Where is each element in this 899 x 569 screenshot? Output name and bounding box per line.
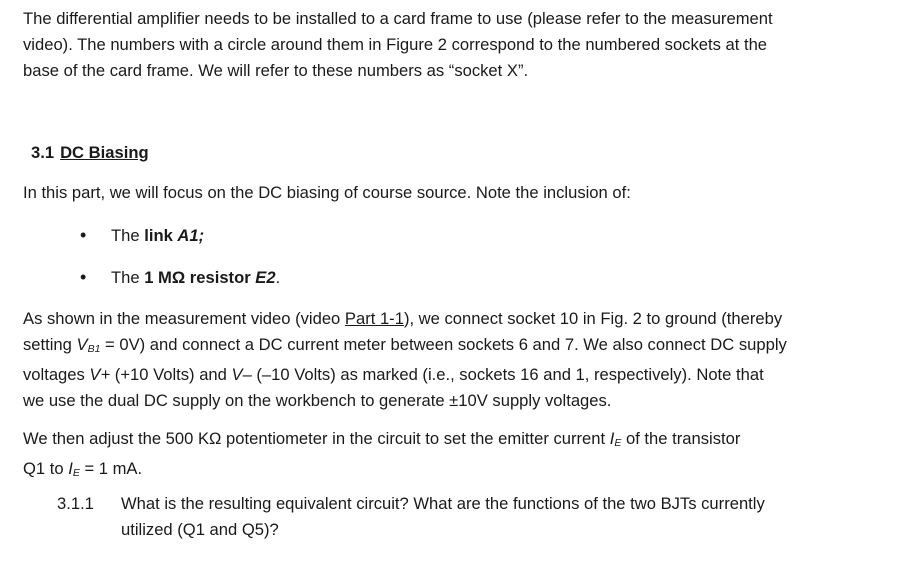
measurement-line-3: voltages V+ (+10 Volts) and V– (–10 Volts) as marked (i.e., sockets 16 and 1, respectively). Note that <box>23 365 764 384</box>
question-line-2: utilized (Q1 and Q5)? <box>121 520 279 539</box>
intro-paragraph <box>23 6 863 84</box>
question-line-1: What is the resulting equivalent circuit? What are the functions of the two BJTs currently <box>121 494 765 513</box>
adjust-line-2: Q1 to IE = 1 mA. <box>23 459 143 479</box>
intro-line-3: base of the card frame. We will refer to these numbers as “socket X”. <box>23 61 529 80</box>
intro-line-1: The differential amplifier needs to be installed to a card frame to use (please refer to the measurement <box>23 9 773 28</box>
section-heading <box>31 140 149 166</box>
measurement-line-2: setting VB1 = 0V) and connect a DC current meter between sockets 6 and 7. We also connect DC supply <box>23 335 787 355</box>
intro-line-2: video). The numbers with a circle around them in Figure 2 correspond to the numbered sockets at the <box>23 35 768 54</box>
video-part-link[interactable]: Part 1-1 <box>344 309 404 328</box>
section-number: 3.1 <box>31 143 55 162</box>
measurement-line-4: we use the dual DC supply on the workbench to generate ±10V supply voltages. <box>23 391 612 410</box>
question-number: 3.1.1 <box>57 494 94 513</box>
bullet-icon: • <box>80 267 87 287</box>
section-title: DC Biasing <box>60 143 149 162</box>
list-item: • The 1 MΩ resistor E2. <box>80 264 280 291</box>
measurement-paragraph <box>23 306 863 414</box>
question-text <box>121 491 861 543</box>
list-item: • The link A1; <box>80 222 204 249</box>
adjust-paragraph <box>23 426 863 486</box>
focus-text: In this part, we will focus on the DC biasing of course source. Note the inclusion of: <box>23 183 631 202</box>
focus-paragraph <box>23 180 863 206</box>
bullet-icon: • <box>80 225 87 245</box>
measurement-line-1: As shown in the measurement video (video Part 1-1), we connect socket 10 in Fig. 2 to ground (thereby <box>23 309 783 328</box>
adjust-line-1: We then adjust the 500 KΩ potentiometer in the circuit to set the emitter current IE of the transistor <box>23 429 741 449</box>
